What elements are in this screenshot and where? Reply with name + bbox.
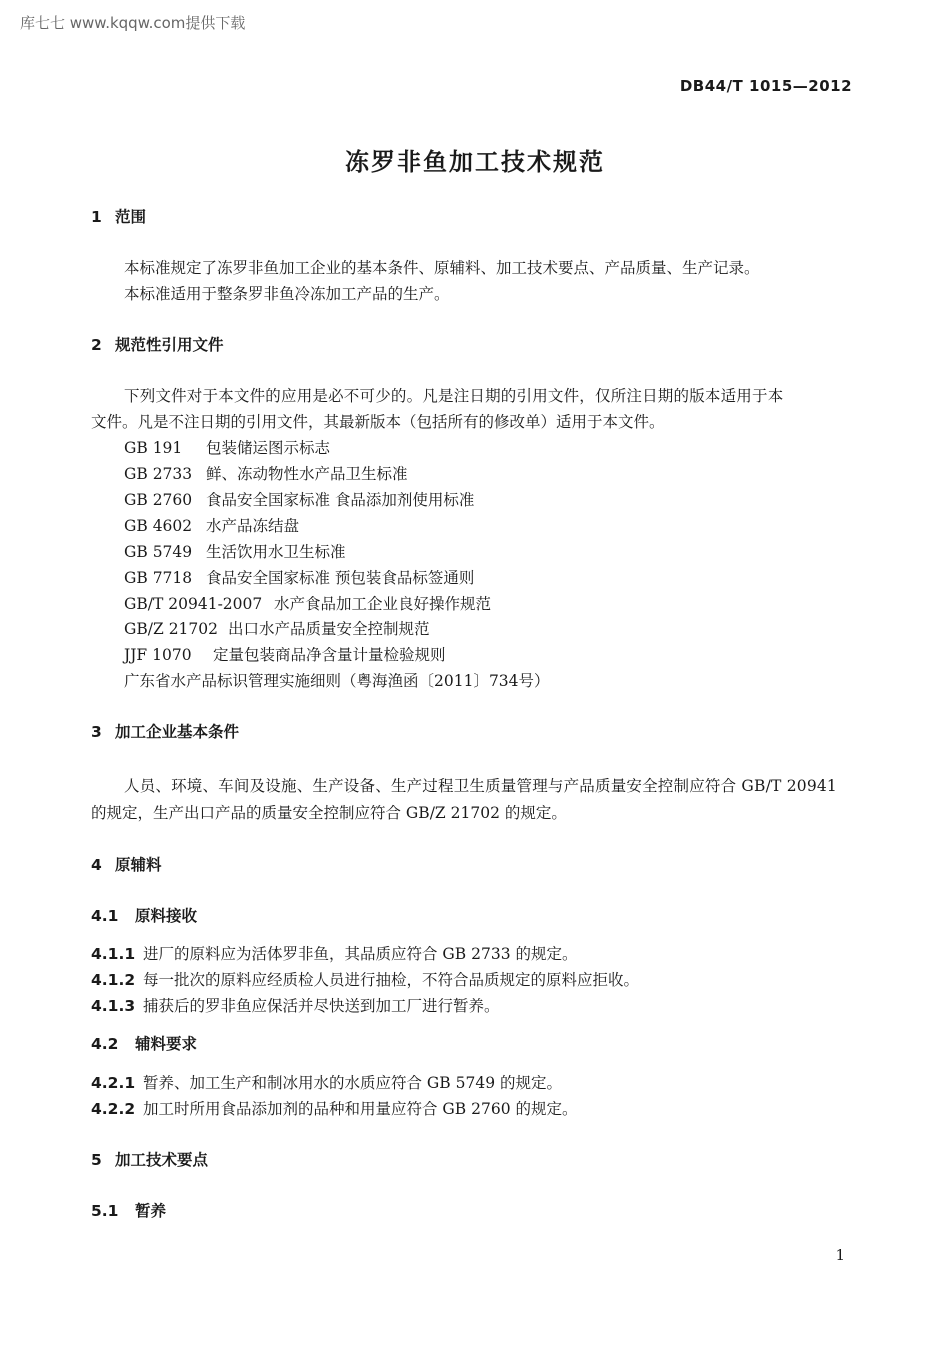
clause-4-2-2 bbox=[91, 1097, 578, 1119]
clause-text: 每一批次的原料应经质检人员进行抽检，不符合品质规定的原料应拒收。 bbox=[143, 971, 640, 989]
reference-code: GB 7718 bbox=[124, 569, 193, 587]
section-5-heading bbox=[91, 1148, 208, 1170]
reference-item bbox=[124, 643, 446, 665]
reference-code: GB/T 20941-2007 bbox=[124, 595, 263, 613]
reference-item bbox=[124, 566, 474, 588]
reference-item bbox=[124, 488, 474, 510]
section-number: 5 bbox=[91, 1151, 102, 1169]
reference-title: 食品安全国家标准 预包装食品标签通则 bbox=[206, 569, 475, 587]
reference-title: 鲜、冻动物性水产品卫生标准 bbox=[206, 465, 408, 483]
section-number: 1 bbox=[91, 208, 102, 226]
section-2-heading bbox=[91, 333, 224, 355]
basic-conditions-line-1: 人员、环境、车间及设施、生产设备、生产过程卫生质量管理与产品质量安全控制应符合 GB/T 20941 bbox=[124, 777, 837, 795]
reference-title: 广东省水产品标识管理实施细则（粤海渔函〔2011〕734号） bbox=[124, 672, 550, 690]
reference-code: GB 2733 bbox=[124, 465, 193, 483]
subsection-title: 暂养 bbox=[135, 1202, 167, 1220]
reference-item bbox=[124, 514, 299, 536]
clause-number: 4.2.1 bbox=[91, 1074, 136, 1092]
document-title: 冻罗非鱼加工技术规范 bbox=[345, 148, 605, 176]
section-title: 加工企业基本条件 bbox=[115, 723, 240, 741]
reference-title: 出口水产品质量安全控制规范 bbox=[228, 620, 430, 638]
references-intro-line-1: 下列文件对于本文件的应用是必不可少的。凡是注日期的引用文件，仅所注日期的版本适用于本 bbox=[124, 387, 784, 405]
reference-title: 食品安全国家标准 食品添加剂使用标准 bbox=[206, 491, 475, 509]
subsection-number: 4.2 bbox=[91, 1035, 119, 1053]
section-number: 3 bbox=[91, 723, 102, 741]
reference-item bbox=[124, 592, 491, 614]
subsection-title: 辅料要求 bbox=[135, 1035, 198, 1053]
reference-item bbox=[124, 436, 330, 458]
reference-title: 生活饮用水卫生标准 bbox=[206, 543, 346, 561]
section-title: 规范性引用文件 bbox=[115, 336, 224, 354]
section-4-heading bbox=[91, 853, 162, 875]
reference-title: 定量包装商品净含量计量检验规则 bbox=[213, 646, 446, 664]
clause-4-2-1 bbox=[91, 1071, 562, 1093]
clause-number: 4.1.1 bbox=[91, 945, 136, 963]
reference-title: 包装储运图示标志 bbox=[206, 439, 331, 457]
subsection-number: 5.1 bbox=[91, 1202, 119, 1220]
subsection-5-1-heading bbox=[91, 1199, 166, 1221]
section-number: 4 bbox=[91, 856, 102, 874]
clause-4-1-1 bbox=[91, 942, 578, 964]
reference-code: JJF 1070 bbox=[124, 646, 192, 664]
reference-item bbox=[124, 540, 346, 562]
clause-number: 4.2.2 bbox=[91, 1100, 136, 1118]
clause-number: 4.1.2 bbox=[91, 971, 136, 989]
reference-code: GB 2760 bbox=[124, 491, 193, 509]
subsection-title: 原料接收 bbox=[135, 907, 198, 925]
reference-title: 水产品冻结盘 bbox=[206, 517, 300, 535]
clause-text: 进厂的原料应为活体罗非鱼，其品质应符合 GB 2733 的规定。 bbox=[143, 945, 578, 963]
reference-item bbox=[124, 617, 430, 639]
section-3-heading bbox=[91, 720, 239, 742]
section-title: 加工技术要点 bbox=[115, 1151, 209, 1169]
page-number: 1 bbox=[835, 1246, 845, 1264]
clause-4-1-3 bbox=[91, 994, 500, 1016]
subsection-number: 4.1 bbox=[91, 907, 119, 925]
reference-code: GB 4602 bbox=[124, 517, 193, 535]
standard-code: DB44/T 1015—2012 bbox=[679, 77, 852, 95]
basic-conditions-line-2: 的规定，生产出口产品的质量安全控制应符合 GB/Z 21702 的规定。 bbox=[91, 804, 567, 822]
clause-text: 捕获后的罗非鱼应保活并尽快送到加工厂进行暂养。 bbox=[143, 997, 500, 1015]
clause-text: 暂养、加工生产和制冰用水的水质应符合 GB 5749 的规定。 bbox=[143, 1074, 563, 1092]
section-1-heading bbox=[91, 205, 146, 227]
scope-paragraph-1: 本标准规定了冻罗非鱼加工企业的基本条件、原辅料、加工技术要点、产品质量、生产记录。 bbox=[124, 259, 760, 277]
clause-4-1-2 bbox=[91, 968, 639, 990]
reference-code: GB 5749 bbox=[124, 543, 193, 561]
subsection-4-1-heading bbox=[91, 904, 197, 926]
reference-item bbox=[124, 462, 408, 484]
clause-text: 加工时所用食品添加剂的品种和用量应符合 GB 2760 的规定。 bbox=[143, 1100, 578, 1118]
reference-title: 水产食品加工企业良好操作规范 bbox=[274, 595, 492, 613]
section-number: 2 bbox=[91, 336, 102, 354]
section-title: 原辅料 bbox=[115, 856, 162, 874]
watermark-text: 库七七 www.kqqw.com提供下载 bbox=[20, 14, 246, 32]
clause-number: 4.1.3 bbox=[91, 997, 136, 1015]
reference-code: GB 191 bbox=[124, 439, 183, 457]
scope-paragraph-2: 本标准适用于整条罗非鱼冷冻加工产品的生产。 bbox=[124, 285, 450, 303]
section-title: 范围 bbox=[115, 208, 147, 226]
subsection-4-2-heading bbox=[91, 1032, 197, 1054]
reference-code: GB/Z 21702 bbox=[124, 620, 218, 638]
reference-item bbox=[124, 669, 550, 691]
references-intro-line-2: 文件。凡是不注日期的引用文件，其最新版本（包括所有的修改单）适用于本文件。 bbox=[91, 413, 665, 431]
